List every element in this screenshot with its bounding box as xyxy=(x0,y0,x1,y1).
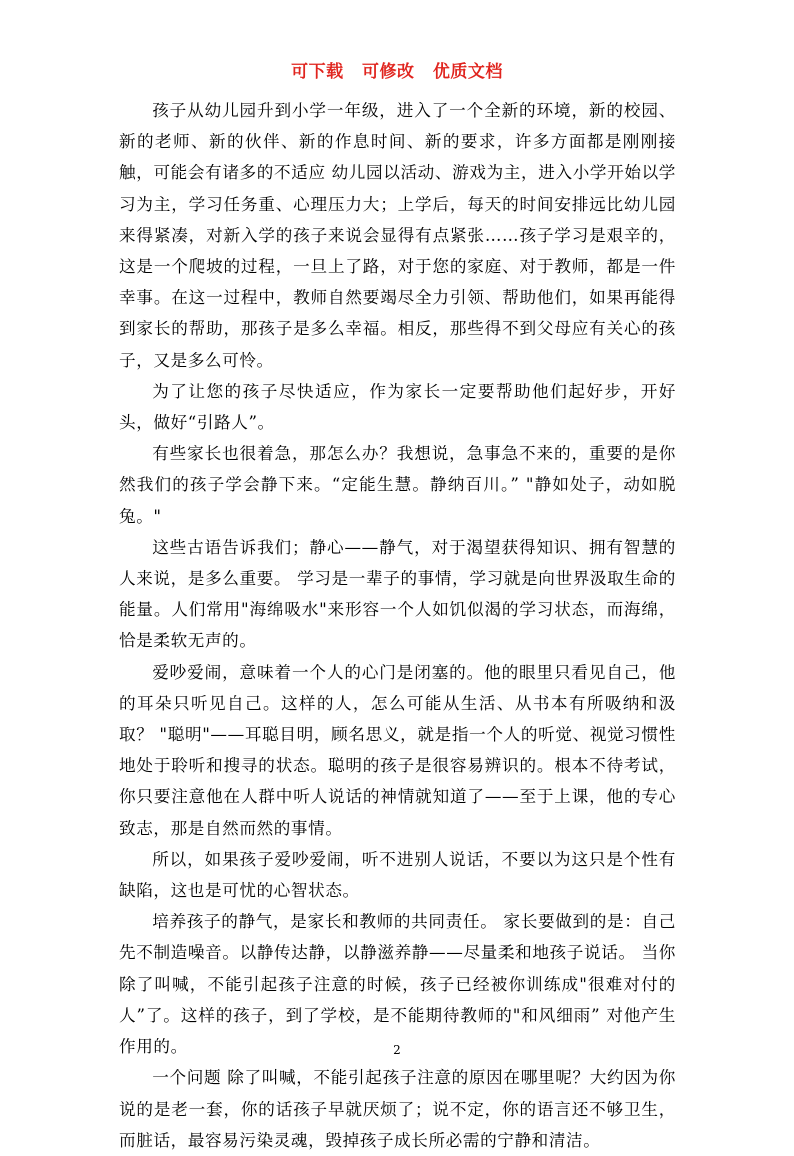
paragraph-8: 一个问题 除了叫喊，不能引起孩子注意的原因在哪里呢？大约因为你说的是老一套，你的话孩子早就厌烦了；说不定，你的语言还不够卫生，而脏话，最容易污染灵魂，毁掉孩子成长所必需的宁静和清洁。 xyxy=(119,1068,676,1150)
paragraph-4: 这些古语告诉我们；静心——静气，对于渴望获得知识、拥有智慧的人来说，是多么重要。 学习是一辈子的事情，学习就是向世界汲取生命的能量。人们常用"海绵吸水"来形容一个人如饥似渴的学习状态，而海绵，恰是柔软无声的。 xyxy=(119,537,676,651)
page-number: 2 xyxy=(393,1043,401,1057)
document-header: 可下载 可修改 优质文档 xyxy=(291,62,503,82)
paragraph-1: 孩子从幼儿园升到小学一年级，进入了一个全新的环境，新的校园、新的老师、新的伙伴、新的作息时间、新的要求，许多方面都是刚刚接触，可能会有诸多的不适应 幼儿园以活动、游戏为主，进入小学开始以学习为主，学习任务重、心理压力大；上学后，每天的时间安排远比幼儿园来得紧凑，对新入学的孩子来说会显得有点紧张……孩子学习是艰辛的，这是一个爬坡的过程，一旦上了路，对于您的家庭、对于教师，都是一件幸事。在这一过程中，教师自然要竭尽全力引领、帮助他们，如果再能得到家长的帮助，那孩子是多么幸福。相反，那些得不到父母应有关心的孩子，又是多么可怜。 xyxy=(119,101,676,370)
paragraph-2: 为了让您的孩子尽快适应，作为家长一定要帮助他们起好步，开好头，做好“引路人”。 xyxy=(119,381,676,433)
paragraph-5: 爱吵爱闹，意味着一个人的心门是闭塞的。他的眼里只看见自己，他的耳朵只听见自己。这样的人，怎么可能从生活、从书本有所吸纳和汲取？ "聪明"——耳聪目明，顾名思义，就是指一个人的听觉、视觉习惯性地处于聆听和搜寻的状态。聪明的孩子是很容易辨识的。根本不待考试，你只要注意他在人群中听人说话的神情就知道了——至于上课，他的专心致志，那是自然而然的事情。 xyxy=(119,662,677,838)
paragraph-7: 培养孩子的静气，是家长和教师的共同责任。 家长要做到的是：自己先不制造噪音。以静传达静，以静滋养静——尽量柔和地孩子说话。 当你除了叫喊，不能引起孩子注意的时候，孩子已经被你训练成"很难对付的人”了。这样的孩子，到了学校，是不能期待教师的"和风细雨” 对他产生作用的。 xyxy=(119,912,676,1057)
paragraph-6: 所以，如果孩子爱吵爱闹，听不进别人说话，不要以为这只是个性有缺陷，这也是可忧的心智状态。 xyxy=(119,849,676,901)
paragraph-3: 有些家长也很着急，那怎么办？我想说，急事急不来的，重要的是你然我们的孩子学会静下来。“定能生慧。静纳百川。” "静如处子，动如脱兔。" xyxy=(119,444,676,526)
document-body xyxy=(119,95,676,1156)
